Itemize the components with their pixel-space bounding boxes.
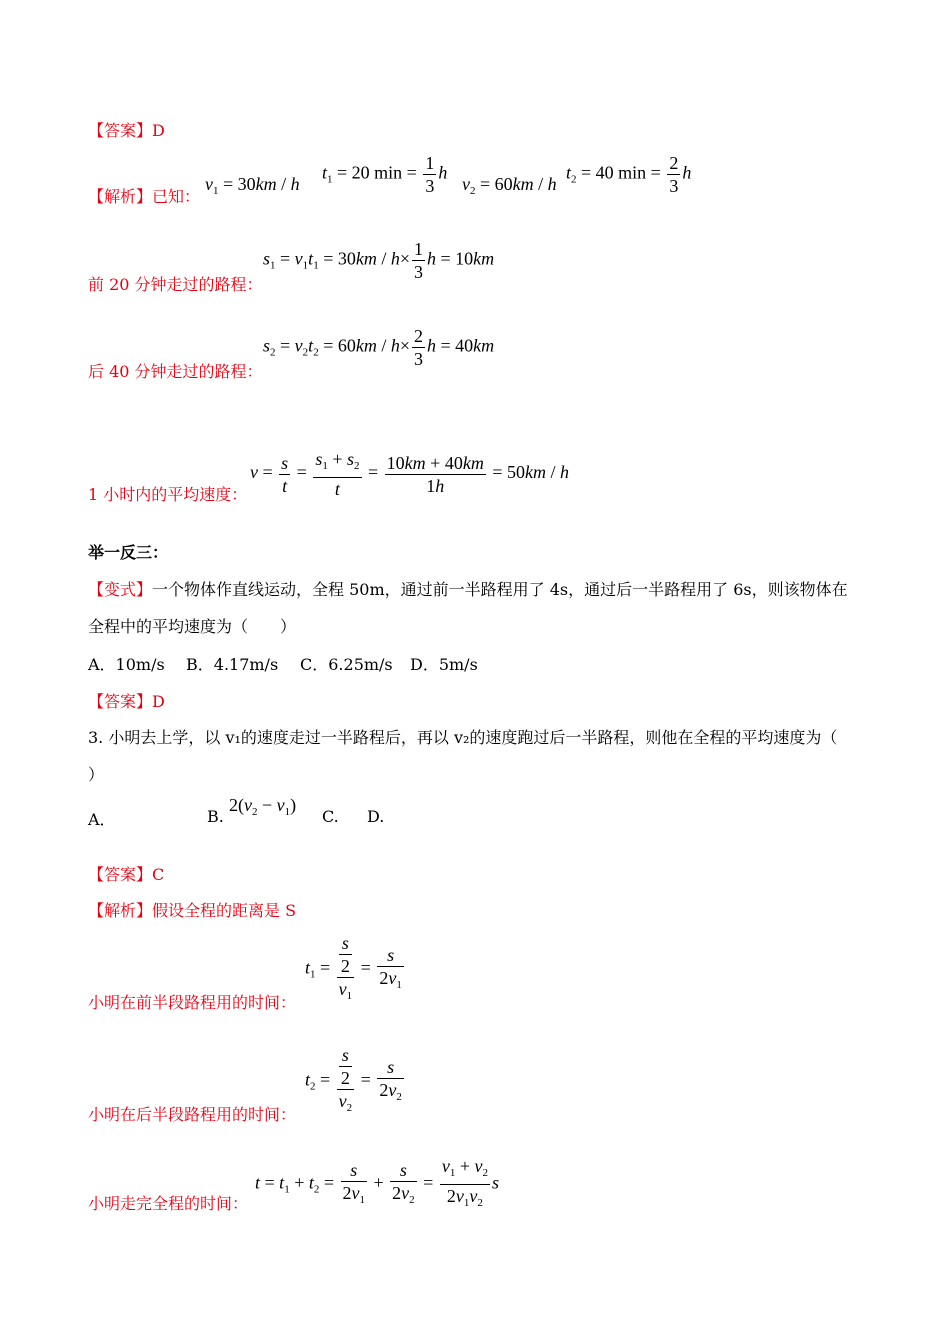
variant-option-c: C．6.25m/s <box>300 655 393 674</box>
formula-s1: $s_1 = v_1t_1 = 30km / h\times$ $\frac{1}{3}$ h = 10km <box>263 239 495 282</box>
q3-option-c: C. <box>322 807 339 826</box>
q3-t1-label: 小明在前半段路程用的时间： <box>88 993 297 1012</box>
analysis-1-label: 【解析】已知： <box>88 187 201 206</box>
q3-t-label: 小明走完全程的时间： <box>88 1194 249 1213</box>
formula-t1: $t_1$ = $\frac{\frac{s}{2}}{v_1}$ = $\frac{s}{2v_1}$ <box>305 933 402 1002</box>
q3-line-2: ） <box>88 765 105 784</box>
step-1-label: 前 20 分钟走过的路程： <box>88 275 263 294</box>
variant-option-b: B．4.17m/s <box>186 655 279 674</box>
answer-1: 【答案】D <box>88 121 165 140</box>
q3-option-b-formula: $2(v_2 - v_1)$ <box>229 795 297 818</box>
variant-text: 一个物体作直线运动，全程 50m，通过前一半路程用了 4s，通过后一半路程用了 6s，则该物体在 <box>152 580 848 599</box>
variant-option-a: A．10m/s <box>88 655 165 674</box>
q3-t2-label: 小明在后半段路程用的时间： <box>88 1105 297 1124</box>
given-v1: $v_1 = 30km / h$ <box>205 174 300 197</box>
q3-option-a: A． <box>88 810 116 829</box>
given-t1: $t_1 = 20$ min = $\frac{1}{3}$ h <box>322 153 448 196</box>
formula-t-total: $t = t_1 + t_2$ = $\frac{s}{2v_1}$ + $\frac{s}{2v_2}$ = $\frac{v_1 + v_2}{2v_1v_2}$ s <box>255 1156 499 1209</box>
q3-option-b: B. <box>207 807 224 826</box>
step-3-label: 1 小时内的平均速度： <box>88 485 248 504</box>
formula-s2: $s_2 = v_2t_2 = 60km / h\times$ $\frac{2}{3}$ h = 40km <box>263 326 495 369</box>
q3-line-1: 3. 小明去上学，以 v₁的速度走过一半路程后，再以 v₂的速度跑过后一半路程，则他在全程的平均速度为（ <box>88 728 838 747</box>
given-v2: $v_2 = 60km / h$ <box>462 174 557 197</box>
formula-average-speed: v = $\frac{s}{t}$ = $\frac{s_1 + s_2}{t}$ = $\frac{10km + 40km}{1h}$ = 50km / h <box>250 449 569 499</box>
variant-answer: 【答案】D <box>88 692 165 711</box>
formula-t2: $t_2$ = $\frac{\frac{s}{2}}{v_2}$ = $\frac{s}{2v_2}$ <box>305 1045 402 1114</box>
section-title: 举一反三： <box>88 543 169 562</box>
q3-option-d: D. <box>367 807 385 826</box>
variant-question-line-2: 全程中的平均速度为（ ） <box>88 617 297 636</box>
variant-prefix: 【变式】 <box>88 580 153 599</box>
step-2-label: 后 40 分钟走过的路程： <box>88 362 263 381</box>
q3-answer: 【答案】C <box>88 865 165 884</box>
variant-question-line-1 <box>88 577 848 600</box>
variant-option-d: D．5m/s <box>410 655 478 674</box>
given-t2: $t_2 = 40$ min = $\frac{2}{3}$ h <box>566 153 692 196</box>
q3-analysis: 【解析】假设全程的距离是 S <box>88 901 297 920</box>
